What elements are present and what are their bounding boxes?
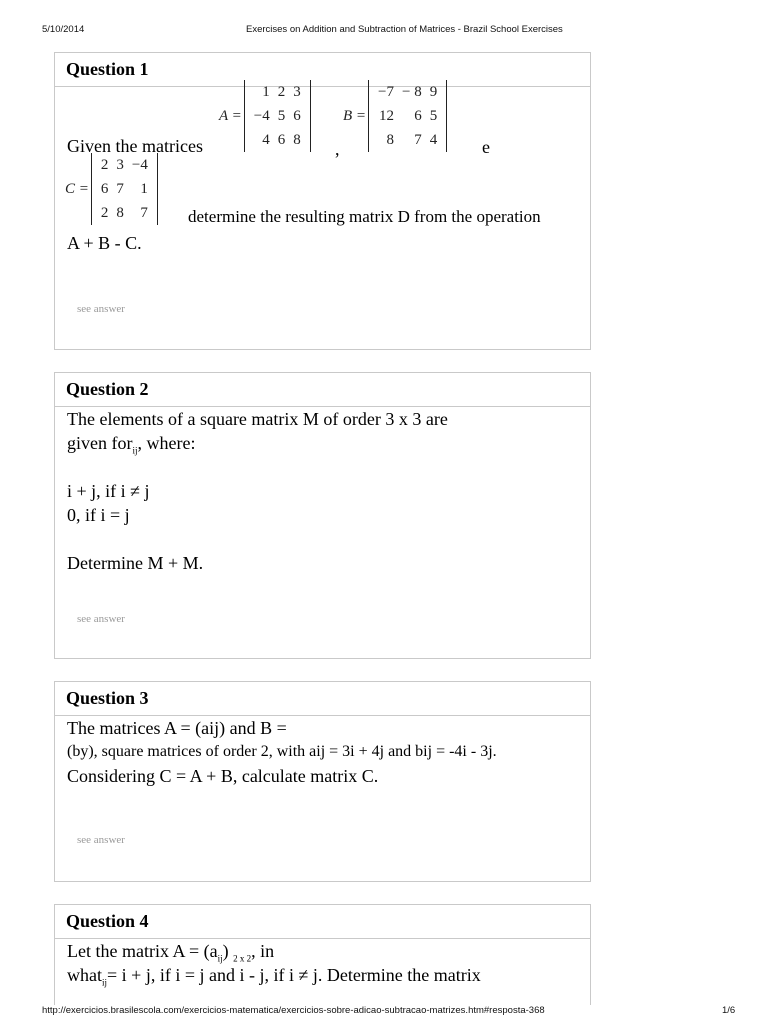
question-body [55, 939, 590, 987]
question-title: Question 3 [55, 682, 590, 716]
matrix-a [219, 80, 311, 152]
matrix-cell: − 8 [402, 84, 422, 100]
matrix-cell: 5 [277, 108, 286, 124]
matrix-cell: 2 [100, 157, 109, 173]
matrix-cell: 5 [429, 108, 438, 124]
condition-text: i + j, if i ≠ j [67, 481, 150, 501]
matrix-cell: 4 [262, 132, 270, 148]
matrix-c [65, 153, 158, 225]
see-answer-link[interactable]: see answer [77, 834, 125, 846]
matrix-cell: 6 [293, 108, 301, 124]
conjunction-e: e [482, 137, 490, 157]
question-body [55, 84, 590, 349]
matrix-cell: 8 [116, 205, 124, 221]
question-text: The matrices A = (aij) and B = [67, 718, 287, 738]
print-date: 5/10/2014 [42, 24, 85, 35]
question-text: The elements of a square matrix M of order 3 x 3 are [67, 409, 448, 429]
matrix-cell: 1 [262, 84, 270, 100]
matrix-cell: 7 [140, 205, 148, 221]
matrix-name: A = [219, 108, 242, 124]
matrix-cell: 12 [379, 108, 395, 124]
matrix-cell: −4 [131, 157, 148, 173]
question-card-1 [54, 52, 591, 350]
question-text: Let the matrix $A = (a_{ij})$ $_{2 x 2}$, in [67, 941, 275, 964]
matrix-cell: 2 [100, 205, 109, 221]
question-body [55, 407, 590, 658]
question-card-2 [54, 372, 591, 659]
question-title: Question 2 [55, 373, 590, 407]
task-text: Determine M + M. [67, 553, 204, 573]
matrix-cell: 3 [293, 84, 301, 100]
question-text: Considering C = A + B, calculate matrix C. [67, 766, 379, 786]
comma: , [335, 139, 340, 159]
question-body [55, 716, 590, 881]
page-url: http://exercicios.brasilescola.com/exercicios-matematica/exercicios-sobre-adicao-subtracao-matrizes.htm#resposta-368 [42, 1005, 545, 1016]
matrix-cell: 6 [277, 132, 286, 148]
text-operation: A + B - C. [67, 233, 142, 253]
matrix-cell: 6 [414, 108, 422, 124]
question-text: what$_{ij}$= i + j, if i = j and i - j, if i ≠ j. Determine the matrix [67, 965, 481, 988]
see-answer-link[interactable]: see answer [77, 613, 125, 625]
see-answer-link[interactable]: see answer [77, 303, 125, 315]
matrix-cell: −4 [253, 108, 270, 124]
matrix-cell: 8 [386, 132, 395, 148]
question-text: given for$_{ij}$, where: [67, 433, 196, 456]
question-card-4 [54, 904, 591, 1005]
text-determine: determine the resulting matrix D from the operation [188, 207, 541, 226]
question-card-3 [54, 681, 591, 882]
matrix-b [343, 80, 447, 152]
text-given-matrices: Given the matrices [67, 136, 203, 156]
matrix-name: B = [343, 108, 367, 124]
matrix-cell: 7 [116, 181, 124, 197]
matrix-cell: 9 [429, 84, 438, 100]
matrix-cell: 3 [116, 157, 124, 173]
matrix-cell: −7 [378, 84, 395, 100]
matrix-cell: 2 [277, 84, 286, 100]
condition-text: 0, if i = j [67, 505, 130, 525]
page-number: 1/6 [722, 1005, 736, 1016]
matrix-cell: 7 [414, 132, 422, 148]
matrix-cell: 4 [429, 132, 438, 148]
question-title: Question 1 [55, 53, 590, 87]
question-title: Question 4 [55, 905, 590, 939]
matrix-cell: 8 [293, 132, 301, 148]
document-title: Exercises on Addition and Subtraction of Matrices - Brazil School Exercises [246, 24, 563, 35]
matrix-cell: 6 [100, 181, 109, 197]
matrix-name: C = [65, 181, 89, 197]
question-text: (by), square matrices of order 2, with aij = 3i + 4j and bij = -4i - 3j. [67, 743, 497, 760]
matrix-cell: 1 [140, 181, 148, 197]
